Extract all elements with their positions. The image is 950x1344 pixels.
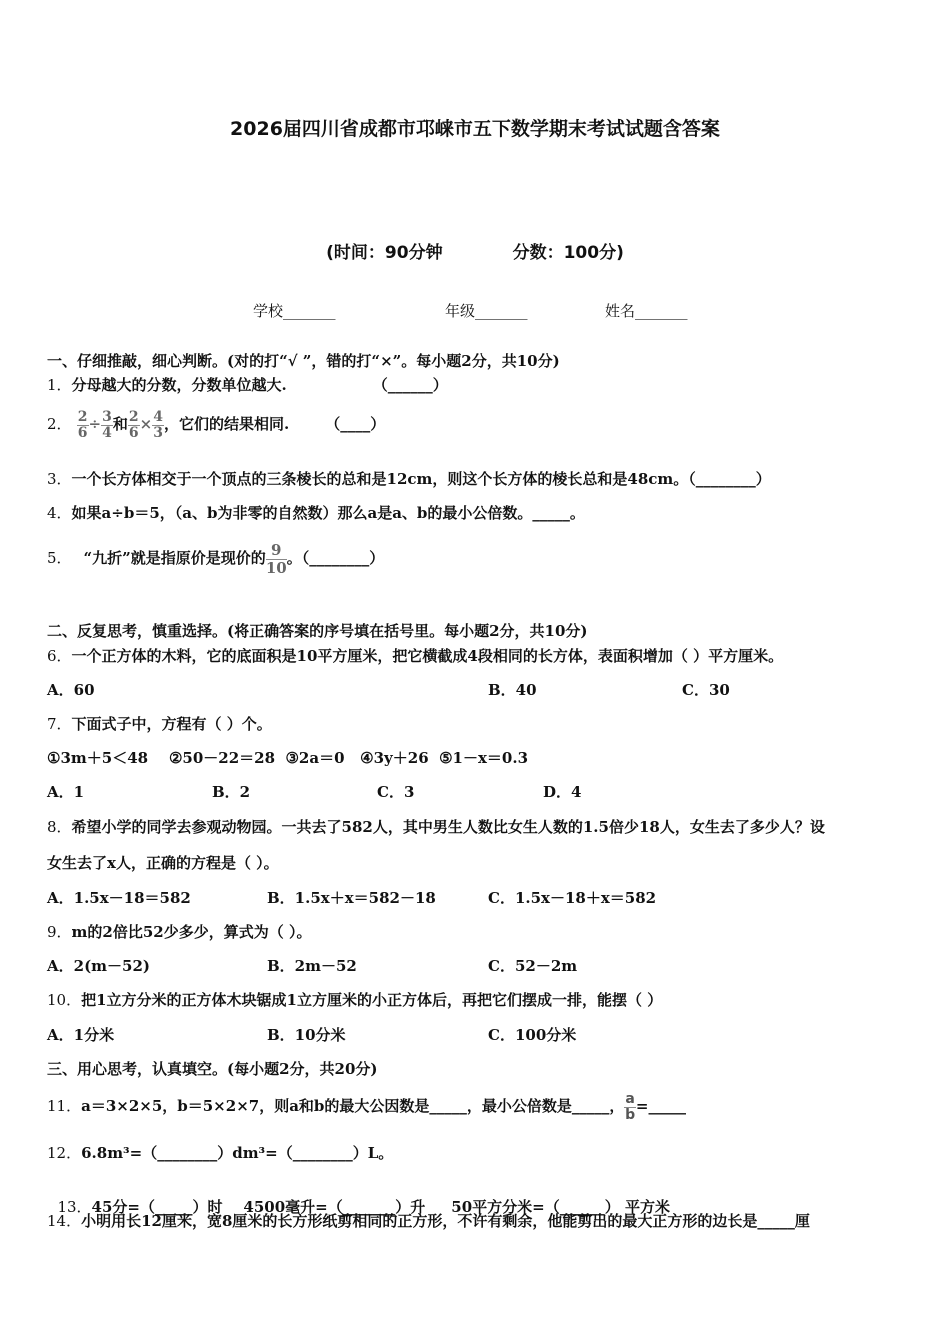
question-number: 12． [47, 1144, 82, 1162]
option-c: C．100分米 [488, 1026, 577, 1044]
answer-blank: （____） [325, 415, 386, 433]
question-14 [47, 1211, 810, 1231]
fraction: $\frac{3}{4}$ [102, 408, 112, 441]
question-text: a＝3×2×5，b＝5×2×7，则a和b的最大公因数是_____，最小公倍数是_____， [81, 1097, 625, 1115]
question-text: 下面式子中，方程有（ ）个。 [71, 715, 272, 733]
fraction: $\frac{a}{b}$ [625, 1090, 636, 1123]
question-10 [47, 990, 662, 1010]
question-3 [47, 469, 771, 489]
option-b: B．1.5x＋x＝582－18 [267, 889, 436, 907]
question-number: 4． [47, 504, 72, 522]
option-c: C．30 [682, 681, 730, 699]
exam-time: (时间：90分钟 [326, 243, 443, 263]
question-8 [47, 817, 825, 837]
section-1-heading: 一、仔细推敲，细心判断。(对的打“√ ”，错的打“×”。每小题2分，共10分) [47, 352, 560, 370]
question-number: 1． [47, 376, 72, 394]
option-a: A．1.5x－18＝582 [47, 889, 191, 907]
question-text: 6.8m³=（________）dm³=（________）L。 [81, 1144, 394, 1162]
question-number: 14． [47, 1212, 82, 1230]
fraction: $\frac{2}{6}$ [77, 408, 88, 441]
question-text: 如果a÷b＝5，（a、b为非零的自然数）那么a是a、b的最小公倍数。_____。 [71, 504, 585, 522]
option-b: B．2m－52 [267, 957, 357, 975]
divide-sign: ÷ [88, 415, 102, 433]
question-text: 45分=（_____）时 4500毫升=（_______）升 50平方分米=（______） 平方米 [91, 1198, 670, 1216]
question-text: 希望小学的同学去参观动物园。一共去了582人，其中男生人数比女生人数的1.5倍少18人，女生去了多少人？设 [71, 818, 825, 836]
question-number: 3． [47, 470, 72, 488]
question-number: 11． [47, 1097, 82, 1115]
question-9 [47, 922, 311, 942]
option-a: A．2(m－52) [47, 957, 151, 975]
question-number: 5． [47, 549, 72, 567]
grade-field: 年级_______ [445, 302, 528, 320]
option-b: B．2 [212, 783, 251, 801]
question-1 [47, 375, 448, 395]
question-text: m的2倍比52少多少，算式为（ ）。 [71, 923, 312, 941]
answer-blank: （______） [372, 376, 448, 394]
exam-info [0, 238, 950, 263]
option-d: D．4 [543, 783, 582, 801]
option-c: C．3 [377, 783, 415, 801]
section-2-heading: 二、反复思考，慎重选择。(将正确答案的序号填在括号里。每小题2分，共10分) [47, 622, 588, 640]
question-7 [47, 714, 272, 734]
option-c: C．52－2m [488, 957, 578, 975]
multiply-sign: × [139, 415, 153, 433]
question-text-tail: =_____ [635, 1097, 686, 1115]
question-6 [47, 646, 783, 666]
option-c: C．1.5x－18＋x＝582 [488, 889, 657, 907]
equation-list: ①3m＋5＜48 ②50－22＝28 ③2a＝0 ④3y＋26 ⑤1－x＝0.3 [47, 749, 529, 767]
question-5 [47, 538, 384, 578]
question-text: “九折”就是指原价是现价的 [83, 549, 266, 567]
option-b: B．10分米 [267, 1026, 346, 1044]
question-number: 2． [47, 415, 72, 433]
name-field: 姓名_______ [605, 302, 688, 320]
question-text: 把1立方分米的正方体木块锯成1立方厘米的小正方体后，再把它们摆成一排，能摆（ ） [81, 991, 663, 1009]
question-4 [47, 503, 585, 523]
fraction: $\frac{2}{6}$ [128, 408, 139, 441]
page-title: 2026届四川省成都市邛崃市五下数学期末考试试题含答案 [230, 118, 720, 140]
question-number: 10． [47, 991, 82, 1009]
question-text: ，它们的结果相同. [163, 415, 290, 433]
option-a: A．1 [47, 783, 85, 801]
option-a: A．60 [47, 681, 95, 699]
question-text: 小明用长12厘米，宽8厘米的长方形纸剪相同的正方形，不许有剩余，他能剪出的最大正方形的边长是_____厘 [81, 1212, 810, 1230]
question-8-line-2: 女生去了x人，正确的方程是（ ）。 [47, 854, 279, 872]
question-2 [47, 406, 385, 442]
option-b: B．40 [488, 681, 537, 699]
fraction: $\frac{4}{3}$ [153, 408, 163, 441]
question-number: 6． [47, 647, 72, 665]
question-number: 8． [47, 818, 72, 836]
question-text-tail: 。（________） [286, 549, 385, 567]
question-12 [47, 1143, 393, 1163]
option-a: A．1分米 [47, 1026, 115, 1044]
question-text: 分母越大的分数，分数单位越大. [71, 376, 287, 394]
question-number: 13． [57, 1198, 92, 1216]
question-text: 和 [112, 415, 128, 433]
school-field: 学校_______ [253, 302, 336, 320]
question-text: 一个长方体相交于一个顶点的三条棱长的总和是12cm，则这个长方体的棱长总和是48cm。（________） [71, 470, 771, 488]
section-3-heading: 三、用心思考，认真填空。(每小题2分，共20分) [47, 1060, 378, 1078]
exam-score: 分数：100分) [512, 243, 624, 263]
question-number: 9． [47, 923, 72, 941]
question-number: 7． [47, 715, 72, 733]
question-text: 一个正方体的木料，它的底面积是10平方厘米，把它横截成4段相同的长方体，表面积增加（ ）平方厘米。 [71, 647, 784, 665]
fraction: $\frac{9}{10}$ [265, 540, 287, 577]
question-11 [47, 1087, 686, 1125]
